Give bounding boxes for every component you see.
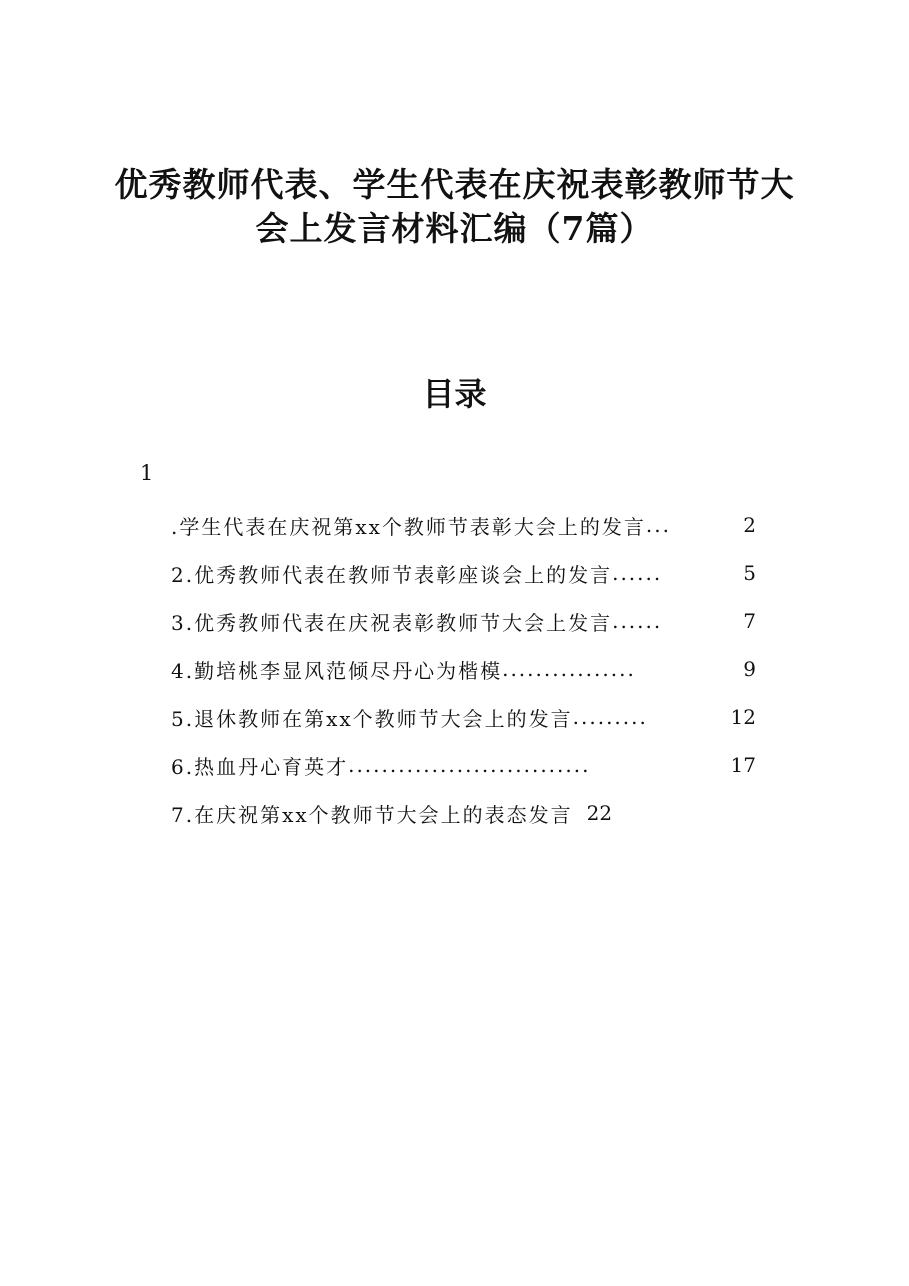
toc-entry-page: 5 xyxy=(743,561,756,585)
toc-entry-title: 5.退休教师在第xx个教师节大会上的发言 xyxy=(171,706,573,731)
toc-entry[interactable] xyxy=(171,549,756,597)
toc-entry-page: 9 xyxy=(743,657,756,681)
toc-entry[interactable] xyxy=(171,645,756,693)
toc-entry[interactable] xyxy=(171,741,756,789)
table-of-contents xyxy=(171,501,756,837)
toc-entry-leader: ...... xyxy=(612,561,663,585)
toc-entry[interactable] xyxy=(171,789,756,837)
toc-entry-title: 7.在庆祝第xx个教师节大会上的表态发言 xyxy=(171,802,573,827)
toc-entry-leader: ................ xyxy=(502,657,636,681)
toc-entry-leader: ............................. xyxy=(348,753,591,777)
toc-entry-page: 12 xyxy=(730,705,756,729)
toc-entry-page: 17 xyxy=(730,753,756,777)
toc-entry-title: 4.勤培桃李显风范倾尽丹心为楷模 xyxy=(171,658,503,683)
toc-entry[interactable] xyxy=(171,597,756,645)
toc-entry[interactable] xyxy=(171,693,756,741)
toc-entry-page: 2 xyxy=(743,513,756,537)
toc-entry-page: 22 xyxy=(586,801,613,825)
toc-entry-page: 7 xyxy=(743,609,756,633)
toc-marker: 1 xyxy=(140,461,154,485)
document-title-line-1: 优秀教师代表、学生代表在庆祝表彰教师节大 xyxy=(114,165,795,204)
toc-entry-leader: ...... xyxy=(612,609,663,633)
document-title-line-2: 会上发言材料汇编（7篇） xyxy=(255,209,654,248)
toc-entry-leader: ... xyxy=(645,513,671,537)
toc-entry-title: .学生代表在庆祝第xx个教师节表彰大会上的发言 xyxy=(171,514,646,539)
toc-entry-title: 3.优秀教师代表在庆祝表彰教师节大会上发言 xyxy=(171,610,613,635)
toc-heading: 目录 xyxy=(422,375,487,413)
toc-entry-title: 2.优秀教师代表在教师节表彰座谈会上的发言 xyxy=(171,562,613,587)
toc-entry-title: 6.热血丹心育英才 xyxy=(171,754,349,779)
toc-entry[interactable] xyxy=(171,501,756,549)
toc-entry-leader: ......... xyxy=(572,705,648,729)
